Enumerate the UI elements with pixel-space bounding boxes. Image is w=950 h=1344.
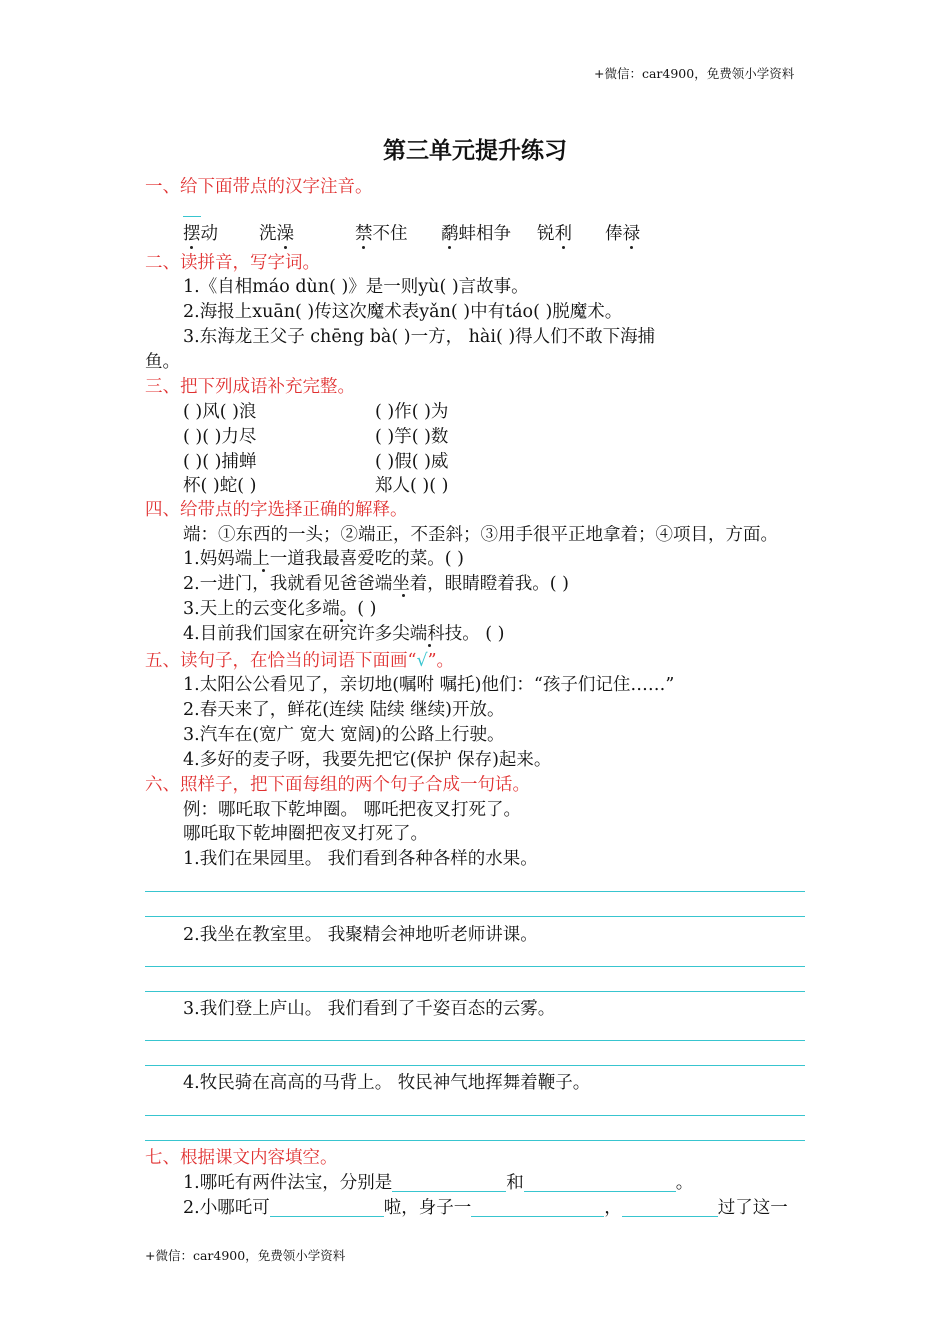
- definition-line: 端：①东西的一头；②端正，不歪斜；③用手很平正地拿着；④项目，方面。: [183, 525, 778, 545]
- example-line-1: 例：哪吒取下乾坤圈。 哪吒把夜叉打死了。: [183, 800, 522, 820]
- fill-blank[interactable]: [524, 1173, 676, 1192]
- s7-line-2: 2.小哪吒可 啦，身子一 ， 过了这一: [183, 1198, 788, 1218]
- answer-line[interactable]: [145, 1140, 805, 1141]
- s5-item-2: 2.春天来了，鲜花(连续 陆续 继续)开放。: [183, 700, 505, 720]
- idiom-1: ( )风( )浪: [183, 402, 257, 422]
- s2-line-1: 1.《自相máo dùn( )》是一则yù( )言故事。: [183, 277, 529, 297]
- fill-blank[interactable]: [471, 1198, 604, 1217]
- emphasis-dot: [562, 246, 565, 249]
- idiom-2: ( )作( )为: [375, 402, 449, 422]
- fill-blank[interactable]: [622, 1198, 718, 1217]
- emphasis-dot: [630, 246, 633, 249]
- idiom-4: ( )竽( )数: [375, 427, 449, 447]
- pinyin-blank-mark: [183, 216, 201, 217]
- section-6-heading: 六、照样子，把下面每组的两个句子合成一句话。: [145, 775, 530, 795]
- s2-line-2: 2.海报上xuān( )传这次魔术表yǎn( )中有táo( )脱魔术。: [183, 302, 623, 322]
- s6-item-4: 4.牧民骑在高高的马背上。 牧民神气地挥舞着鞭子。: [183, 1073, 591, 1093]
- answer-line[interactable]: [145, 1065, 805, 1066]
- s2-line-3: 3.东海龙王父子 chēng bà( )一方， hài( )得人们不敢下海捕: [183, 327, 656, 347]
- s7-line-1: 1.哪吒有两件法宝，分别是 和 。: [183, 1173, 694, 1193]
- example-line-2: 哪吒取下乾坤圈把夜叉打死了。: [183, 824, 428, 844]
- emphasis-dot: [284, 246, 287, 249]
- s4-item-4: 4.目前我们国家在研究许多尖端科技。 ( ): [183, 624, 505, 644]
- s5-item-1: 1.太阳公公看见了，亲切地(嘱咐 嘱托)他们：“孩子们记住……”: [183, 675, 675, 695]
- idiom-5: ( )( )捕蝉: [183, 452, 257, 472]
- idiom-7: 杯( )蛇( ): [183, 476, 257, 496]
- s5-item-3: 3.汽车在(宽广 宽大 宽阔)的公路上行驶。: [183, 725, 505, 745]
- emphasis-dot: [262, 569, 265, 572]
- section-3-heading: 三、把下列成语补充完整。: [145, 377, 355, 397]
- word-3: 禁不住: [355, 224, 408, 244]
- s4-item-3: 3.天上的云变化多端。( ): [183, 599, 377, 619]
- s4-item-2: 2.一进门，我就看见爸爸端坐着，眼睛瞪着我。( ): [183, 574, 569, 594]
- emphasis-dot: [428, 644, 431, 647]
- fill-blank[interactable]: [392, 1173, 506, 1192]
- emphasis-dot: [448, 246, 451, 249]
- emphasis-dot: [362, 246, 365, 249]
- s6-item-3: 3.我们登上庐山。 我们看到了千姿百态的云雾。: [183, 999, 556, 1019]
- emphasis-dot: [402, 594, 405, 597]
- word-4: 鹬蚌相争: [441, 224, 511, 244]
- answer-line[interactable]: [145, 1115, 805, 1116]
- s6-item-1: 1.我们在果园里。 我们看到各种各样的水果。: [183, 849, 538, 869]
- idiom-8: 郑人( )( ): [375, 476, 449, 496]
- idiom-6: ( )假( )威: [375, 452, 449, 472]
- answer-line[interactable]: [145, 891, 805, 892]
- section-4-heading: 四、给带点的字选择正确的解释。: [145, 500, 408, 520]
- fill-blank[interactable]: [270, 1198, 384, 1217]
- s4-item-1: 1.妈妈端上一道我最喜爱吃的菜。( ): [183, 549, 464, 569]
- section-2-heading: 二、读拼音，写字词。: [145, 253, 320, 273]
- s5-item-4: 4.多好的麦子呀，我要先把它(保护 保存)起来。: [183, 750, 552, 770]
- section-1-heading: 一、给下面带点的汉字注音。: [145, 177, 373, 197]
- header-note: +微信：car4900，免费领小学资料: [594, 66, 795, 81]
- answer-line[interactable]: [145, 991, 805, 992]
- check-mark-icon: √: [416, 651, 428, 671]
- section-5-heading: 五、读句子，在恰当的词语下面画“√”。: [145, 651, 455, 671]
- section-7-heading: 七、根据课文内容填空。: [145, 1148, 338, 1168]
- idiom-3: ( )( )力尽: [183, 427, 257, 447]
- s2-line-4: 鱼。: [145, 352, 180, 372]
- emphasis-dot: [340, 619, 343, 622]
- answer-line[interactable]: [145, 966, 805, 967]
- word-5: 锐利: [537, 224, 572, 244]
- word-1: 摆动: [183, 224, 218, 244]
- footer-note: +微信：car4900，免费领小学资料: [145, 1248, 346, 1263]
- s6-item-2: 2.我坐在教室里。 我聚精会神地听老师讲课。: [183, 925, 538, 945]
- page-title: 第三单元提升练习: [383, 137, 567, 164]
- word-6: 俸禄: [605, 224, 640, 244]
- answer-line[interactable]: [145, 1040, 805, 1041]
- answer-line[interactable]: [145, 916, 805, 917]
- word-2: 洗澡: [259, 224, 294, 244]
- emphasis-dot: [190, 246, 193, 249]
